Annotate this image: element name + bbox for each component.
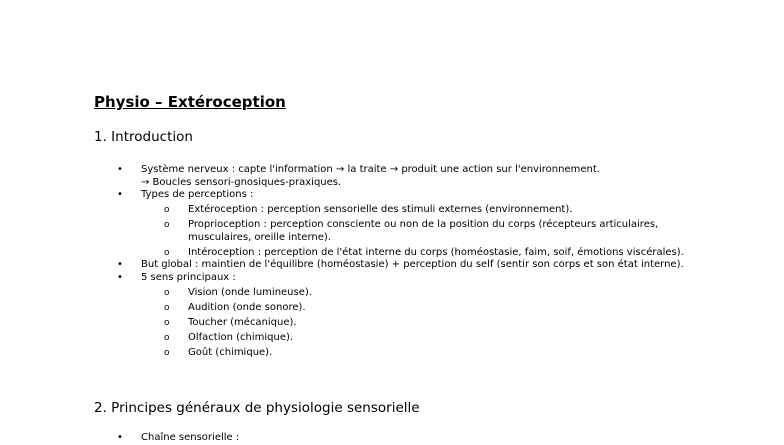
sublist-item <box>0 287 693 300</box>
circle-bullet-icon: o <box>164 302 170 313</box>
sublist-item-text: Toucher (mécanique). <box>188 316 297 328</box>
list-item-continuation: → Boucles sensori-gnosiques-praxiques. <box>141 176 342 188</box>
sublist-item-text: Intéroception : perception de l'état interne du corps (homéostasie, faim, soif, émotions viscérales). <box>188 246 684 258</box>
list-item <box>0 259 686 272</box>
sublist-item <box>0 219 693 244</box>
list-item-text: But global : maintien de l'équilibre (homéostasie) + perception du self (sentir son corps et son état interne). <box>141 259 684 270</box>
sublist-item <box>0 317 693 330</box>
list-item <box>0 164 686 189</box>
sublist-item <box>0 247 693 260</box>
sublist-item-text: Proprioception : perception consciente ou non de la position du corps (récepteurs articulaires, musculaires, oreille interne). <box>188 219 659 243</box>
bullet-icon: • <box>117 432 123 443</box>
senses-sublist <box>141 287 686 360</box>
list-item <box>0 189 686 259</box>
section-heading-introduction: 1. Introduction <box>94 129 193 145</box>
circle-bullet-icon: o <box>164 220 170 230</box>
circle-bullet-icon: o <box>164 332 170 343</box>
perception-types-sublist <box>141 204 686 259</box>
sublist-item-text: Olfaction (chimique). <box>188 331 294 343</box>
document-title: Physio – Extéroception <box>94 93 286 111</box>
list-item-text: 5 sens principaux : <box>141 271 236 283</box>
list-item <box>0 272 686 360</box>
sublist-item-text: Vision (onde lumineuse). <box>188 286 312 298</box>
sublist-item-text: Audition (onde sonore). <box>188 301 306 313</box>
bullet-icon: • <box>117 189 123 200</box>
list-item-text: Système nerveux : capte l'information → la traite → produit une action sur l'environnement. <box>141 164 600 175</box>
sublist-item-text: Extéroception : perception sensorielle des stimuli externes (environnement). <box>188 204 573 215</box>
section-heading-principes: 2. Principes généraux de physiologie sensorielle <box>94 400 420 416</box>
bullet-icon: • <box>117 164 123 175</box>
circle-bullet-icon: o <box>164 347 170 358</box>
sublist-item <box>0 204 693 217</box>
circle-bullet-icon: o <box>164 205 170 215</box>
principes-list <box>0 432 686 445</box>
sublist-item <box>0 332 693 345</box>
list-item-text: Chaîne sensorielle : <box>141 432 240 443</box>
list-item-text: Types de perceptions : <box>141 189 254 200</box>
introduction-list <box>0 164 686 359</box>
bullet-icon: • <box>117 259 123 270</box>
bullet-icon: • <box>117 271 123 283</box>
sublist-item-text: Goût (chimique). <box>188 346 273 358</box>
sublist-item <box>0 347 693 360</box>
circle-bullet-icon: o <box>164 317 170 328</box>
sublist-item <box>0 302 693 315</box>
list-item <box>0 432 686 445</box>
circle-bullet-icon: o <box>164 247 170 258</box>
circle-bullet-icon: o <box>164 287 170 298</box>
